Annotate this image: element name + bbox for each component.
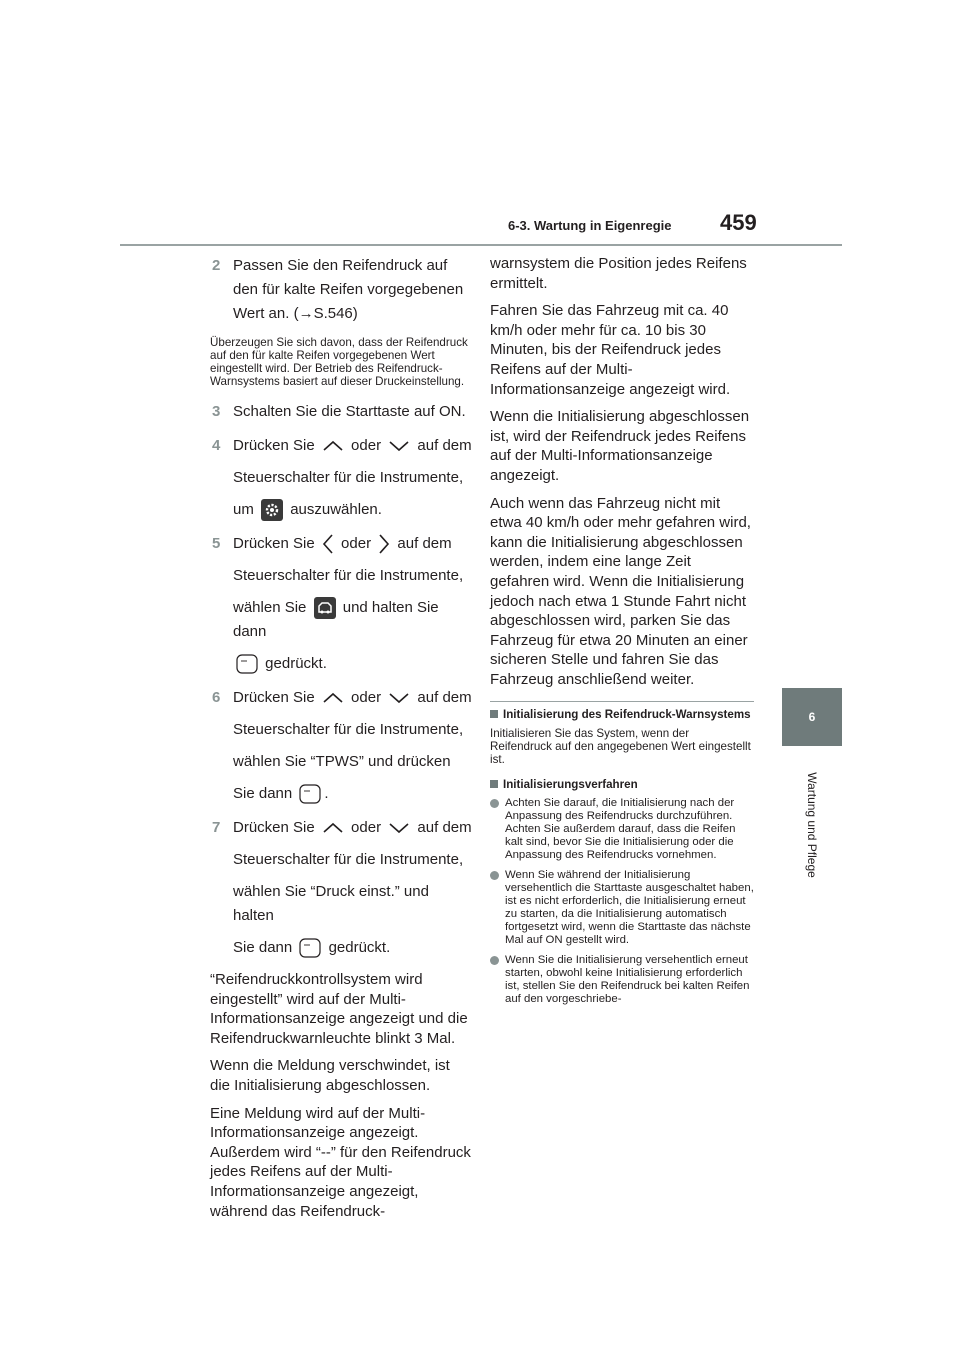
step-number: 7 [212, 819, 221, 836]
step-text: Schalten Sie die Starttaste auf ON. [233, 403, 466, 420]
ok-button-icon [236, 654, 258, 674]
step-text: Sie dann [233, 785, 293, 802]
bullet-text: Achten Sie darauf, die Initialisierung nach der Anpassung des Reifendrucks durchzuführen. [505, 797, 735, 823]
step-number: 3 [212, 403, 221, 420]
step-text: oder [341, 535, 372, 552]
chevron-right-icon [378, 533, 390, 555]
step-text: oder [351, 689, 382, 706]
step-7 [210, 816, 472, 960]
ok-button-icon [299, 784, 321, 804]
chevron-down-icon [388, 692, 410, 704]
square-bullet-icon [490, 780, 498, 788]
info-heading [490, 708, 754, 721]
left-column [210, 254, 472, 1229]
step-text: . [324, 785, 329, 802]
gear-icon [261, 499, 283, 521]
bullet-item [490, 954, 754, 1006]
chevron-up-icon [322, 692, 344, 704]
bullet-text: Achten Sie außerdem darauf, dass die Reifen kalt sind, bevor Sie die Initialisierung oder die Anpassung des Reifendrucks vornehmen. [505, 823, 736, 862]
chevron-down-icon [388, 440, 410, 452]
step-text: den für kalte Reifen vorgegebenen [233, 281, 464, 298]
step-text: und halten Sie dann [233, 599, 439, 640]
info-heading-text: Initialisierung des Reifendruck-Warnsystems [503, 708, 751, 722]
step-text: auf dem [417, 689, 472, 706]
step-number: 6 [212, 689, 221, 706]
body-paragraph: Wenn die Initialisierung abgeschlossen ist, wird der Reifendruck jedes Reifens auf der Multi-Informationsanzeige angezeigt. [490, 408, 750, 484]
step-number: 4 [212, 437, 221, 454]
step-text: oder [351, 437, 382, 454]
step-text: oder [351, 819, 382, 836]
chapter-label [782, 760, 842, 890]
step-text: Steuerschalter für die Instrumente, [233, 851, 464, 868]
step-text: um [233, 501, 254, 518]
step-text: auf dem [417, 437, 472, 454]
bullet-text: Wenn Sie während der Initialisierung versehentlich die Starttaste ausgeschaltet haben, ist es nicht erforderlich, die Initialisierung erneut zu starten, da die Initialisierung automatisch fortgesetzt wird, wenn die Starttaste das nächste Mal auf ON gestellt wird. [505, 869, 754, 947]
circle-bullet-icon [490, 799, 499, 808]
header-divider [120, 244, 842, 246]
square-bullet-icon [490, 710, 498, 718]
info-heading-text: Initialisierungsverfahren [503, 778, 638, 792]
step-text: Sie dann [233, 939, 293, 956]
step-text: Wert an. (→S.546) [233, 305, 358, 322]
circle-bullet-icon [490, 871, 499, 880]
step-text: Steuerschalter für die Instrumente, [233, 567, 464, 584]
step-3 [210, 400, 472, 424]
step-text: gedrückt. [265, 655, 327, 672]
step-text: wählen Sie “TPWS” und drücken [233, 753, 451, 770]
step-text: gedrückt. [328, 939, 391, 956]
page-number: 459 [720, 210, 757, 235]
step-text: Drücken Sie [233, 689, 315, 706]
step-text: Passen Sie den Reifendruck auf [233, 257, 448, 274]
chevron-up-icon [322, 440, 344, 452]
step-text: Drücken Sie [233, 535, 315, 552]
step-text: auf dem [397, 535, 452, 552]
note-text: Überzeugen Sie sich davon, dass der Reifendruck auf den für kalte Reifen vorgegebenen Wert eingestellt wird. Der Betrieb des Reifendruck-Warnsystems basiert auf dieser Druckeinstellung. [210, 336, 468, 388]
step-number: 2 [212, 257, 221, 274]
step-text: Drücken Sie [233, 819, 315, 836]
right-column [490, 254, 754, 1013]
section-divider [490, 701, 754, 702]
step-text: wählen Sie “Druck einst.” und halten [233, 883, 429, 924]
chevron-down-icon [388, 822, 410, 834]
step-number: 5 [212, 535, 221, 552]
body-paragraph: warnsystem die Position jedes Reifens ermittelt. [490, 255, 747, 292]
body-paragraph: Wenn die Meldung verschwindet, ist die Initialisierung abgeschlossen. [210, 1057, 450, 1094]
info-heading [490, 778, 754, 791]
bullet-text: Wenn Sie die Initialisierung versehentlich erneut starten, obwohl keine Initialisierung erforderlich ist, stellen Sie den Reifendruck bei kalten Reifen auf den vorgeschriebe- [505, 954, 750, 1006]
circle-bullet-icon [490, 956, 499, 965]
step-text: Steuerschalter für die Instrumente, [233, 721, 464, 738]
step-2 [210, 254, 472, 326]
info-text: Initialisieren Sie das System, wenn der Reifendruck auf den angegebenen Wert eingestellt ist. [490, 727, 751, 767]
step-text: Steuerschalter für die Instrumente, [233, 469, 464, 486]
section-title: 6-3. Wartung in Eigenregie [508, 218, 672, 233]
ok-button-icon [299, 938, 321, 958]
chapter-number: 6 [808, 710, 816, 724]
step-6 [210, 686, 472, 806]
body-paragraph: “Reifendruckkontrollsystem wird eingestellt” wird auf der Multi-Informationsanzeige angezeigt und die Reifendruckwarnleuchte blinkt 3 Mal. [210, 971, 468, 1047]
chevron-left-icon [322, 533, 334, 555]
step-5 [210, 532, 472, 676]
bullet-item [490, 869, 754, 947]
step-text: Drücken Sie [233, 437, 315, 454]
step-text: auszuwählen. [290, 501, 382, 518]
step-text: auf dem [417, 819, 472, 836]
body-paragraph: Auch wenn das Fahrzeug nicht mit etwa 40 km/h oder mehr gefahren wird, kann die Initialisierung abgeschlossen werden, indem eine lange Zeit gefahren wird. Wenn die Initialisierung jedoch nach etwa 1 Stunde Fahrt nicht abgeschlossen wird, parken Sie das Fahrzeug für etwa 20 Minuten an einer sicheren Stelle und fahren Sie das Fahrzeug anschließend weiter. [490, 494, 751, 688]
step-text: wählen Sie [233, 599, 307, 616]
bullet-item [490, 797, 754, 862]
chapter-label-text: Wartung und Pflege [805, 772, 819, 878]
step-4 [210, 434, 472, 522]
chevron-up-icon [322, 822, 344, 834]
chapter-tab [782, 688, 842, 746]
tire-pressure-icon [314, 597, 336, 619]
body-paragraph: Fahren Sie das Fahrzeug mit ca. 40 km/h oder mehr für ca. 10 bis 30 Minuten, bis der Reifendruck jedes Reifens auf der Multi-Informationsanzeige angezeigt wird. [490, 302, 731, 398]
body-paragraph: Eine Meldung wird auf der Multi-Informationsanzeige angezeigt. Außerdem wird “--” für den Reifendruck jedes Reifens auf der Multi-Informationsanzeige angezeigt, während das Reifendruck- [210, 1104, 471, 1220]
